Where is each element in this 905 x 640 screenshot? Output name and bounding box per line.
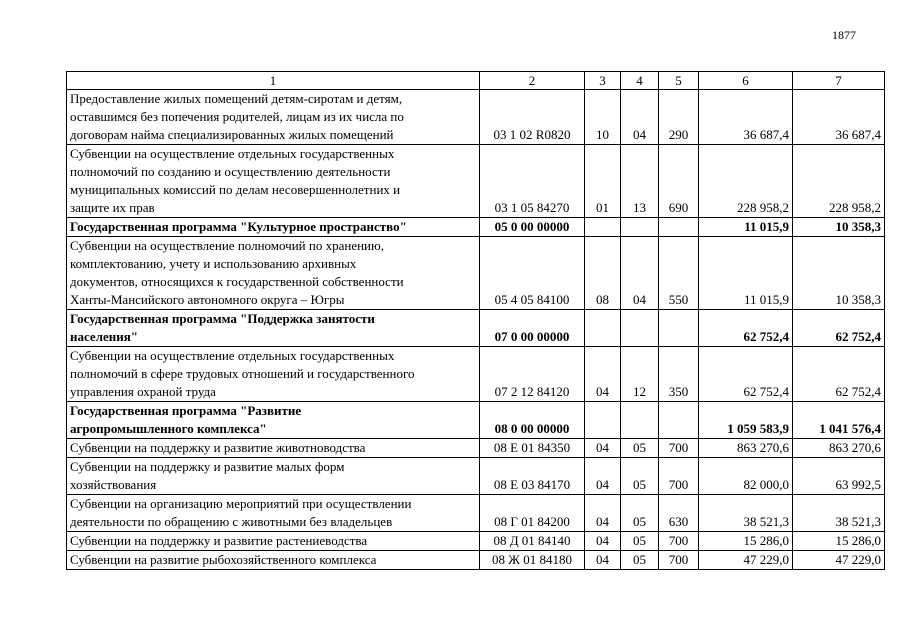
section-cell <box>585 218 621 237</box>
table-row <box>67 402 885 439</box>
budget-code-cell: 08 Ж 01 84180 <box>480 551 585 570</box>
row-description-line: Субвенции на осуществление отдельных государственных <box>70 348 395 363</box>
section-cell <box>585 310 621 347</box>
table-row <box>67 90 885 145</box>
amount-col7-cell: 36 687,4 <box>793 90 885 145</box>
subsection-cell <box>621 402 659 439</box>
row-description <box>67 218 480 237</box>
subsection-cell: 12 <box>621 347 659 402</box>
row-description-line: оставшимся без попечения родителей, лицам из их числа по <box>70 109 404 124</box>
subsection-cell: 05 <box>621 439 659 458</box>
column-header: 1 <box>67 72 480 90</box>
row-description-line: муниципальных комиссий по делам несовершеннолетних и <box>70 182 401 197</box>
subsection-cell: 05 <box>621 532 659 551</box>
subsection-cell <box>621 218 659 237</box>
amount-col7-cell: 1 041 576,4 <box>793 402 885 439</box>
expense-type-cell <box>659 310 699 347</box>
amount-col7-cell: 228 958,2 <box>793 145 885 218</box>
row-description-line: Государственная программа "Поддержка занятости <box>70 311 375 326</box>
subsection-cell: 05 <box>621 551 659 570</box>
budget-code-cell: 07 2 12 84120 <box>480 347 585 402</box>
row-description <box>67 145 480 218</box>
column-header: 2 <box>480 72 585 90</box>
row-description-line: Субвенции на поддержку и развитие животноводства <box>70 440 366 455</box>
table-row <box>67 237 885 310</box>
row-description <box>67 310 480 347</box>
table-row <box>67 218 885 237</box>
amount-col7-cell: 10 358,3 <box>793 218 885 237</box>
budget-code-cell: 08 Е 01 84350 <box>480 439 585 458</box>
row-description-line: Государственная программа "Развитие <box>70 403 302 418</box>
column-header: 6 <box>699 72 793 90</box>
expense-type-cell <box>659 218 699 237</box>
row-description-line: полномочий по созданию и осуществлению деятельности <box>70 164 391 179</box>
subsection-cell: 05 <box>621 458 659 495</box>
amount-col6-cell: 11 015,9 <box>699 218 793 237</box>
section-cell: 04 <box>585 347 621 402</box>
row-description-line: хозяйствования <box>70 477 157 492</box>
amount-col7-cell: 863 270,6 <box>793 439 885 458</box>
row-description <box>67 495 480 532</box>
expense-type-cell: 700 <box>659 439 699 458</box>
section-cell: 01 <box>585 145 621 218</box>
amount-col6-cell: 62 752,4 <box>699 347 793 402</box>
row-description-line: Ханты-Мансийского автономного округа – Югры <box>70 292 345 307</box>
row-description-line: документов, относящихся к государственной собственности <box>70 274 404 289</box>
row-description-line: населения" <box>70 329 138 344</box>
budget-code-cell: 08 0 00 00000 <box>480 402 585 439</box>
row-description-line: полномочий в сфере трудовых отношений и государственного <box>70 366 415 381</box>
row-description <box>67 458 480 495</box>
row-description-line: Субвенции на развитие рыбохозяйственного комплекса <box>70 552 377 567</box>
section-cell: 10 <box>585 90 621 145</box>
row-description-line: агропромышленного комплекса" <box>70 421 267 436</box>
column-header: 5 <box>659 72 699 90</box>
section-cell <box>585 402 621 439</box>
table-row <box>67 310 885 347</box>
budget-code-cell: 05 4 05 84100 <box>480 237 585 310</box>
amount-col7-cell: 38 521,3 <box>793 495 885 532</box>
section-cell: 04 <box>585 458 621 495</box>
section-cell: 04 <box>585 551 621 570</box>
amount-col6-cell: 11 015,9 <box>699 237 793 310</box>
amount-col6-cell: 863 270,6 <box>699 439 793 458</box>
row-description-line: договорам найма специализированных жилых помещений <box>70 127 394 142</box>
row-description-line: Субвенции на осуществление полномочий по хранению, <box>70 238 384 253</box>
row-description-line: деятельности по обращению с животными без владельцев <box>70 514 393 529</box>
amount-col6-cell: 15 286,0 <box>699 532 793 551</box>
row-description <box>67 237 480 310</box>
expense-type-cell: 700 <box>659 458 699 495</box>
table-row <box>67 551 885 570</box>
row-description-line: Государственная программа "Культурное пространство" <box>70 219 407 234</box>
expense-type-cell: 350 <box>659 347 699 402</box>
subsection-cell: 04 <box>621 90 659 145</box>
section-cell: 04 <box>585 495 621 532</box>
amount-col6-cell: 82 000,0 <box>699 458 793 495</box>
budget-code-cell: 03 1 05 84270 <box>480 145 585 218</box>
subsection-cell: 05 <box>621 495 659 532</box>
expense-type-cell: 630 <box>659 495 699 532</box>
expense-type-cell: 700 <box>659 551 699 570</box>
row-description-line: Субвенции на поддержку и развитие растениеводства <box>70 533 368 548</box>
amount-col6-cell: 1 059 583,9 <box>699 402 793 439</box>
column-header: 4 <box>621 72 659 90</box>
row-description <box>67 90 480 145</box>
row-description-line: защите их прав <box>70 200 155 215</box>
amount-col6-cell: 47 229,0 <box>699 551 793 570</box>
expense-type-cell: 690 <box>659 145 699 218</box>
amount-col7-cell: 10 358,3 <box>793 237 885 310</box>
budget-code-cell: 08 Г 01 84200 <box>480 495 585 532</box>
section-cell: 08 <box>585 237 621 310</box>
subsection-cell: 13 <box>621 145 659 218</box>
expense-type-cell: 550 <box>659 237 699 310</box>
amount-col6-cell: 38 521,3 <box>699 495 793 532</box>
row-description <box>67 402 480 439</box>
amount-col6-cell: 36 687,4 <box>699 90 793 145</box>
row-description-line: Субвенции на поддержку и развитие малых форм <box>70 459 345 474</box>
amount-col6-cell: 228 958,2 <box>699 145 793 218</box>
row-description-line: Предоставление жилых помещений детям-сиротам и детям, <box>70 91 403 106</box>
row-description-line: управления охраной труда <box>70 384 216 399</box>
table-row <box>67 532 885 551</box>
row-description-line: комплектованию, учету и использованию архивных <box>70 256 357 271</box>
budget-table <box>66 71 885 570</box>
table-row <box>67 439 885 458</box>
column-header: 7 <box>793 72 885 90</box>
amount-col7-cell: 15 286,0 <box>793 532 885 551</box>
row-description <box>67 551 480 570</box>
amount-col7-cell: 62 752,4 <box>793 310 885 347</box>
row-description <box>67 532 480 551</box>
budget-code-cell: 03 1 02 R0820 <box>480 90 585 145</box>
section-cell: 04 <box>585 532 621 551</box>
table-row <box>67 495 885 532</box>
row-description-line: Субвенции на осуществление отдельных государственных <box>70 146 395 161</box>
section-cell: 04 <box>585 439 621 458</box>
amount-col7-cell: 62 752,4 <box>793 347 885 402</box>
table-row <box>67 347 885 402</box>
page-number: 1877 <box>832 28 856 42</box>
row-description <box>67 347 480 402</box>
expense-type-cell: 700 <box>659 532 699 551</box>
budget-code-cell: 05 0 00 00000 <box>480 218 585 237</box>
expense-type-cell <box>659 402 699 439</box>
table-header-row <box>67 72 885 90</box>
amount-col6-cell: 62 752,4 <box>699 310 793 347</box>
amount-col7-cell: 63 992,5 <box>793 458 885 495</box>
table-row <box>67 458 885 495</box>
amount-col7-cell: 47 229,0 <box>793 551 885 570</box>
subsection-cell <box>621 310 659 347</box>
subsection-cell: 04 <box>621 237 659 310</box>
row-description-line: Субвенции на организацию мероприятий при осуществлении <box>70 496 412 511</box>
row-description <box>67 439 480 458</box>
budget-code-cell: 08 Д 01 84140 <box>480 532 585 551</box>
table-row <box>67 145 885 218</box>
budget-code-cell: 08 Е 03 84170 <box>480 458 585 495</box>
column-header: 3 <box>585 72 621 90</box>
budget-code-cell: 07 0 00 00000 <box>480 310 585 347</box>
expense-type-cell: 290 <box>659 90 699 145</box>
